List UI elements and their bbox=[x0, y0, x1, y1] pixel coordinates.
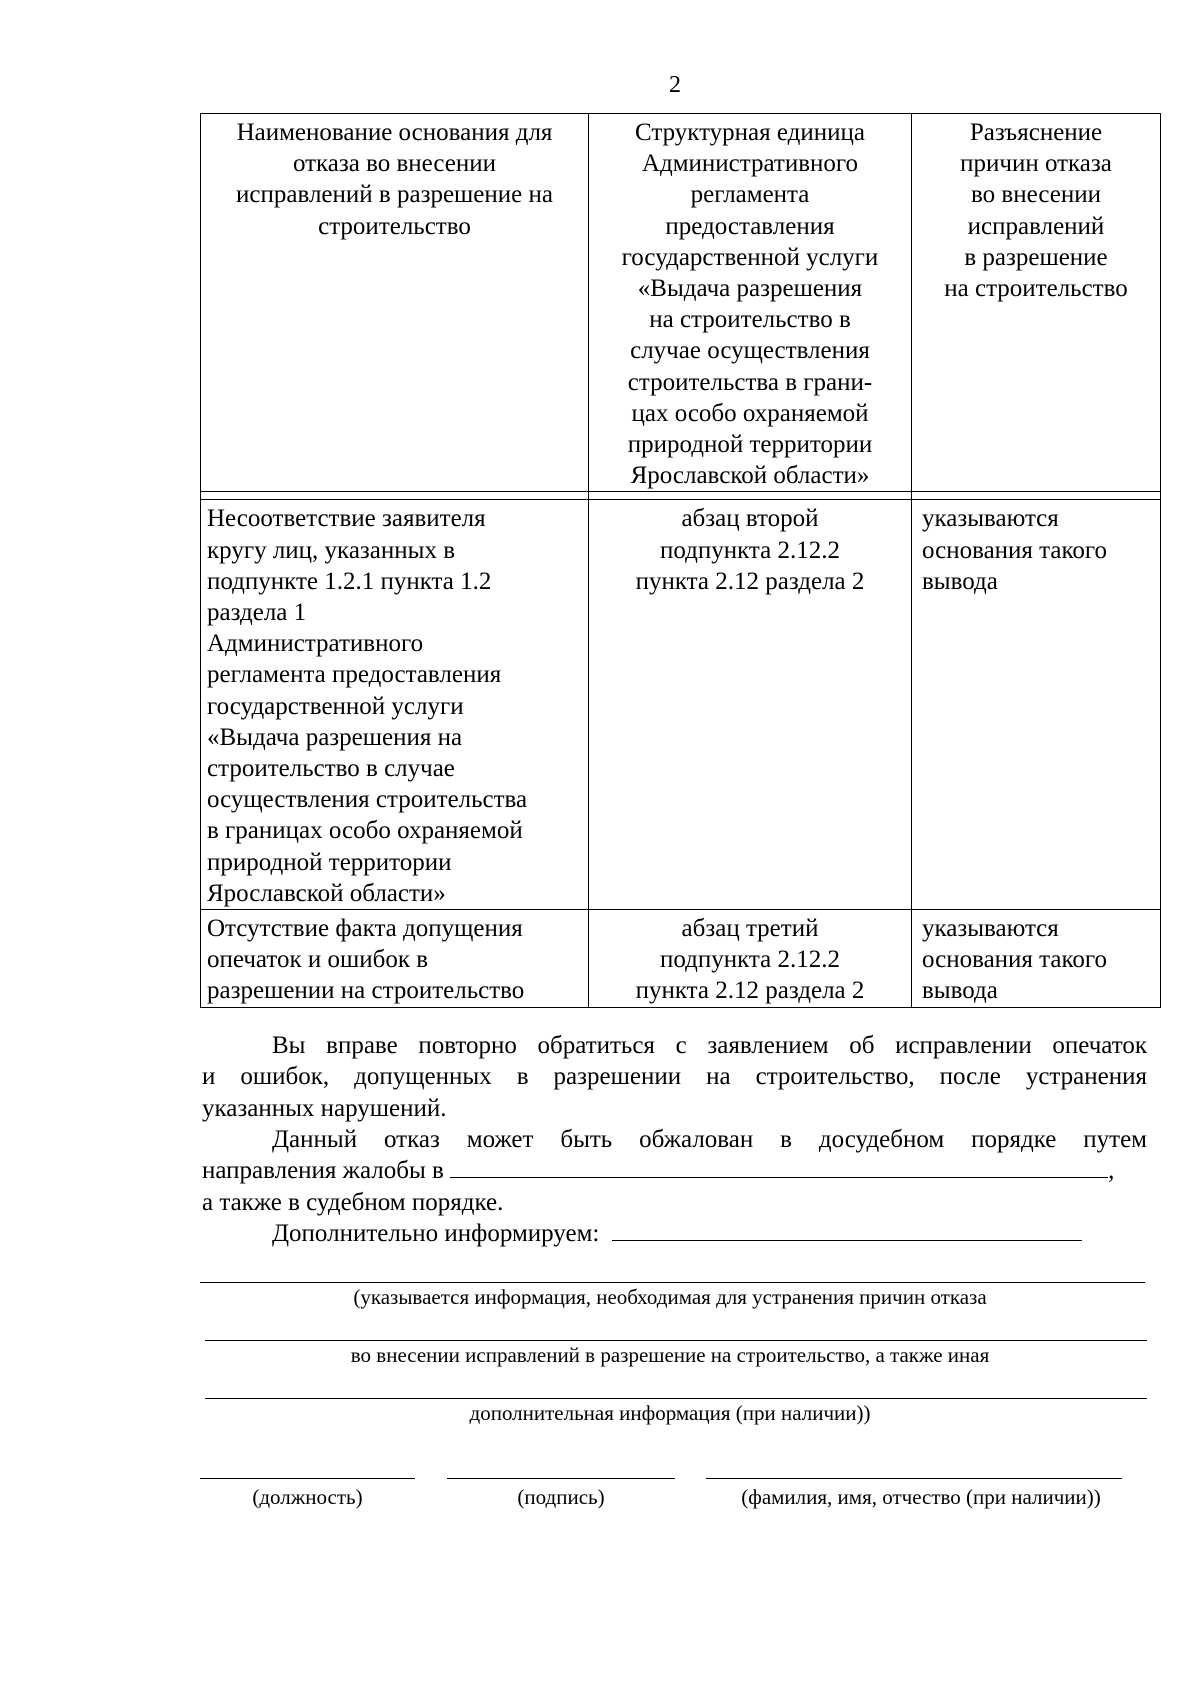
cell-text-line: регламента bbox=[690, 181, 810, 209]
table-row bbox=[201, 500, 1161, 910]
header-ground-name bbox=[201, 114, 589, 492]
cell-text-line: исправлений в разрешение на bbox=[236, 181, 553, 209]
cell-text-line: Наименование основания для bbox=[236, 119, 553, 146]
cell-text-line: случае осуществления bbox=[630, 337, 870, 365]
cell-text-line: пункта 2.12 раздела 2 bbox=[635, 567, 865, 595]
cell-text-line: Административного bbox=[207, 630, 424, 658]
cell-text-line: предоставления bbox=[665, 212, 835, 240]
cell-text-line: на строительство в bbox=[649, 306, 851, 334]
cell-text-line: пункта 2.12 раздела 2 bbox=[635, 977, 865, 1005]
cell-text-line: основания такого bbox=[922, 536, 1108, 564]
cell-text-line: строительства в грани- bbox=[627, 368, 873, 396]
additional-info-line bbox=[202, 1218, 1082, 1249]
cell-text-line: указываются bbox=[922, 505, 1059, 533]
cell-text-line: природной территории bbox=[627, 431, 873, 459]
appeal-paragraph bbox=[202, 1124, 1147, 1218]
cell-text-line: Отсутствие факта допущения bbox=[207, 915, 523, 943]
cell-text-line: «Выдача разрешения bbox=[637, 275, 863, 303]
header-separator bbox=[201, 492, 1161, 500]
paragraph-line: направления жалобы в bbox=[202, 1157, 444, 1185]
cell-text-line: Несоответствие заявителя bbox=[207, 505, 486, 533]
signature-caption: (подпись) bbox=[517, 1485, 605, 1509]
header-structural-unit bbox=[589, 114, 912, 492]
cell-text-line: абзац второй bbox=[681, 505, 819, 533]
cell-text-line: государственной услуги bbox=[207, 692, 464, 720]
paragraph-line: Данный отказ может быть обжалован в досудебном порядке путем bbox=[272, 1126, 1147, 1153]
explanation-cell bbox=[912, 910, 1161, 1008]
cell-text-line: подпункта 2.12.2 bbox=[659, 536, 841, 564]
cell-text-line: подпункта 2.12.2 bbox=[659, 946, 841, 974]
additional-info-blank-line[interactable] bbox=[200, 1282, 1145, 1283]
caption-line: дополнительная информация (при наличии)) bbox=[469, 1401, 871, 1425]
paragraph-line: Вы вправе повторно обратиться с заявлением об исправлении опечаток bbox=[272, 1032, 1147, 1059]
appeal-line bbox=[202, 1155, 1147, 1186]
cell-text-line: «Выдача разрешения на bbox=[207, 723, 463, 751]
cell-text-line: природной территории bbox=[207, 848, 452, 876]
cell-text-line: осуществления строительства bbox=[207, 786, 528, 814]
cell-text-line: отказа во внесении bbox=[292, 150, 497, 178]
cell-text-line: указываются bbox=[922, 915, 1059, 943]
structural-unit-cell bbox=[589, 910, 912, 1008]
table-header-row bbox=[201, 114, 1161, 492]
cell-text-line: в границах особо охраняемой bbox=[207, 817, 523, 845]
cell-text-line: исправлений bbox=[967, 212, 1105, 240]
cell-text-line: строительство bbox=[318, 212, 471, 240]
paragraph-line: и ошибок, допущенных в разрешении на строительство, после устранения bbox=[202, 1063, 1147, 1091]
position-caption: (должность) bbox=[252, 1485, 363, 1509]
ground-name-cell bbox=[201, 500, 589, 910]
cell-text-line: вывода bbox=[922, 977, 998, 1005]
additional-info-blank-line[interactable] bbox=[205, 1340, 1147, 1341]
cell-text-line: вывода bbox=[922, 567, 998, 595]
structural-unit-cell bbox=[589, 500, 912, 910]
cell-text-line: цах особо охраняемой bbox=[631, 399, 869, 427]
cell-text-line: раздела 1 bbox=[207, 599, 307, 627]
reapply-paragraph bbox=[202, 1030, 1147, 1124]
caption-line: (указывается информация, необходимая для устранения причин отказа bbox=[353, 1285, 987, 1309]
cell-text-line: абзац третий bbox=[681, 915, 819, 943]
explanation-cell bbox=[912, 500, 1161, 910]
cell-text-line: основания такого bbox=[922, 946, 1108, 974]
full-name-caption: (фамилия, имя, отчество (при наличии)) bbox=[741, 1485, 1101, 1509]
cell-text-line: Административного bbox=[641, 150, 859, 178]
cell-text-line: государственной услуги bbox=[621, 243, 879, 271]
complaint-recipient-blank[interactable] bbox=[450, 1155, 1108, 1178]
comma: , bbox=[1108, 1157, 1115, 1185]
page-number: 2 bbox=[669, 72, 681, 98]
header-explanation bbox=[912, 114, 1161, 492]
cell-text-line: во внесении bbox=[971, 181, 1101, 209]
ground-name-cell bbox=[201, 910, 589, 1008]
cell-text-line: подпункте 1.2.1 пункта 1.2 bbox=[207, 567, 492, 595]
caption-line: во внесении исправлений в разрешение на строительство, а также иная bbox=[350, 1343, 990, 1367]
table-row bbox=[201, 910, 1161, 1008]
cell-text-line: строительство в случае bbox=[207, 755, 455, 783]
cell-text-line: кругу лиц, указанных в bbox=[207, 536, 455, 564]
full-name-blank[interactable] bbox=[706, 1478, 1122, 1479]
paragraph-line: указанных нарушений. bbox=[202, 1094, 447, 1122]
additional-info-label: Дополнительно информируем: bbox=[272, 1220, 600, 1247]
cell-text-line: регламента предоставления bbox=[207, 661, 502, 689]
cell-text-line: причин отказа bbox=[960, 150, 1112, 178]
refusal-grounds-table bbox=[200, 113, 1161, 1008]
additional-info-blank-line[interactable] bbox=[205, 1398, 1147, 1399]
cell-text-line: Ярославской области» bbox=[207, 879, 446, 907]
signature-blank[interactable] bbox=[447, 1478, 675, 1479]
additional-info-blank[interactable] bbox=[612, 1218, 1082, 1241]
cell-text-line: опечаток и ошибок в bbox=[207, 946, 429, 974]
cell-text-line: разрешении на строительство bbox=[207, 977, 525, 1005]
paragraph-line: а также в судебном порядке. bbox=[202, 1188, 504, 1216]
cell-text-line: в разрешение bbox=[964, 243, 1108, 271]
position-blank[interactable] bbox=[200, 1478, 415, 1479]
cell-text-line: Разъяснение bbox=[969, 119, 1103, 146]
cell-text-line: Структурная единица bbox=[635, 119, 865, 146]
cell-text-line: на строительство bbox=[944, 275, 1128, 303]
cell-text-line: Ярославской области» bbox=[630, 462, 870, 490]
